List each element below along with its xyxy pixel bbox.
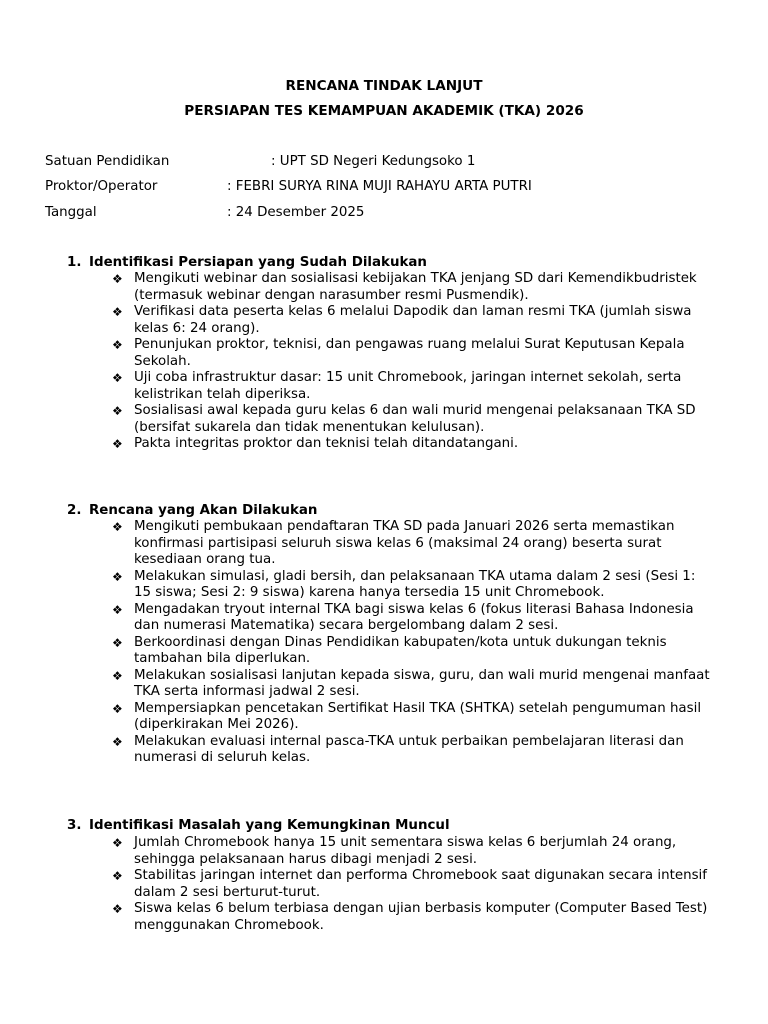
document-subtitle: PERSIAPAN TES KEMAMPUAN AKADEMIK (TKA) 2026 [184, 103, 584, 119]
list-item-text: Mengikuti webinar dan sosialisasi kebijakan TKA jenjang SD dari Kemendikbudristek (termasuk webinar dengan narasumber resmi Pusmendik). [134, 271, 697, 303]
list-item-text: Berkoordinasi dengan Dinas Pendidikan kabupaten/kota untuk dukungan teknis tambahan bila diperlukan. [134, 634, 667, 666]
section-list-3 [112, 835, 712, 934]
section-list-1 [112, 271, 712, 453]
diamond-bullet-icon: ❖ [112, 569, 123, 584]
list-item [112, 701, 712, 734]
section-list-2 [112, 519, 712, 767]
list-item-text: Jumlah Chromebook hanya 15 unit sementara siswa kelas 6 berjumlah 24 orang, sehingga pelaksanaan harus dibagi menjadi 2 sesi. [134, 835, 677, 867]
list-item [112, 668, 712, 701]
list-item [112, 569, 712, 602]
diamond-bullet-icon: ❖ [112, 734, 123, 749]
diamond-bullet-icon: ❖ [112, 869, 123, 883]
section-title: Identifikasi Persiapan yang Sudah Dilakukan [89, 255, 427, 270]
diamond-bullet-icon: ❖ [112, 668, 123, 683]
list-item [112, 901, 712, 934]
section-heading-3 [67, 818, 450, 835]
diamond-bullet-icon: ❖ [112, 404, 123, 418]
diamond-bullet-icon: ❖ [112, 371, 123, 385]
list-item-text: Mempersiapkan pencetakan Sertifikat Hasil TKA (SHTKA) setelah pengumuman hasil (diperkirakan Mei 2026). [134, 700, 702, 732]
list-item [112, 602, 712, 635]
list-item-text: Sosialisasi awal kepada guru kelas 6 dan wali murid mengenai pelaksanaan TKA SD (bersifat sukarela dan tidak menentukan kelulusan). [134, 403, 696, 435]
list-item [112, 271, 712, 304]
diamond-bullet-icon: ❖ [112, 635, 123, 650]
list-item [112, 635, 712, 668]
list-item-text: Melakukan simulasi, gladi bersih, dan pelaksanaan TKA utama dalam 2 sesi (Sesi 1: 15 siswa; Sesi 2: 9 siswa) karena hanya tersedia 15 unit Chromebook. [134, 568, 696, 600]
diamond-bullet-icon: ❖ [112, 520, 123, 534]
list-item-text: Mengikuti pembukaan pendaftaran TKA SD pada Januari 2026 serta memastikan konfirmasi partisipasi seluruh siswa kelas 6 (maksimal 24 orang) beserta surat kesediaan orang tua. [134, 519, 675, 567]
info-value-school: : UPT SD Negeri Kedungsoko 1 [271, 154, 476, 169]
list-item-text: Verifikasi data peserta kelas 6 melalui Dapodik dan laman resmi TKA (jumlah siswa kelas 6: 24 orang). [134, 304, 692, 336]
list-item-text: Siswa kelas 6 belum terbiasa dengan ujian berbasis komputer (Computer Based Test) menggunakan Chromebook. [134, 901, 708, 933]
diamond-bullet-icon: ❖ [112, 902, 123, 916]
list-item [112, 436, 712, 453]
section-heading-1 [67, 255, 427, 272]
list-item [112, 734, 712, 767]
list-item-text: Mengadakan tryout internal TKA bagi siswa kelas 6 (fokus literasi Bahasa Indonesia dan numerasi Matematika) secara bergelombang dalam 2 sesi. [134, 601, 694, 633]
info-value-proctor: : FEBRI SURYA RINA MUJI RAHAYU ARTA PUTRI [227, 179, 532, 194]
diamond-bullet-icon: ❖ [112, 836, 123, 850]
info-value-date: : 24 Desember 2025 [227, 205, 365, 220]
section-title: Identifikasi Masalah yang Kemungkinan Muncul [89, 818, 450, 833]
diamond-bullet-icon: ❖ [112, 701, 123, 716]
diamond-bullet-icon: ❖ [112, 338, 123, 352]
section-title: Rencana yang Akan Dilakukan [89, 503, 318, 518]
list-item [112, 835, 712, 868]
section-number: 2. [67, 503, 82, 518]
list-item-text: Pakta integritas proktor dan teknisi telah ditandatangani. [134, 436, 519, 451]
info-label-date: Tanggal [45, 205, 97, 220]
list-item-text: Penunjukan proktor, teknisi, dan pengawas ruang melalui Surat Keputusan Kepala Sekolah. [134, 337, 685, 369]
list-item [112, 868, 712, 901]
list-item [112, 304, 712, 337]
diamond-bullet-icon: ❖ [112, 437, 123, 451]
diamond-bullet-icon: ❖ [112, 305, 123, 319]
list-item-text: Uji coba infrastruktur dasar: 15 unit Chromebook, jaringan internet sekolah, serta kelistrikan telah diperiksa. [134, 370, 682, 402]
diamond-bullet-icon: ❖ [112, 602, 123, 617]
list-item-text: Melakukan sosialisasi lanjutan kepada siswa, guru, dan wali murid mengenai manfaat TKA serta informasi jadwal 2 sesi. [134, 667, 710, 699]
diamond-bullet-icon: ❖ [112, 272, 123, 286]
list-item [112, 370, 712, 403]
list-item-text: Melakukan evaluasi internal pasca-TKA untuk perbaikan pembelajaran literasi dan numerasi di seluruh kelas. [134, 733, 684, 765]
info-label-school: Satuan Pendidikan [45, 154, 170, 169]
section-heading-2 [67, 503, 317, 520]
list-item [112, 403, 712, 436]
section-number: 1. [67, 255, 82, 270]
list-item-text: Stabilitas jaringan internet dan performa Chromebook saat digunakan secara intensif dalam 2 sesi berturut-turut. [134, 868, 707, 900]
info-label-proctor: Proktor/Operator [45, 179, 158, 194]
list-item [112, 337, 712, 370]
section-number: 3. [67, 818, 82, 833]
document-title: RENCANA TINDAK LANJUT [285, 78, 483, 94]
list-item [112, 519, 712, 569]
